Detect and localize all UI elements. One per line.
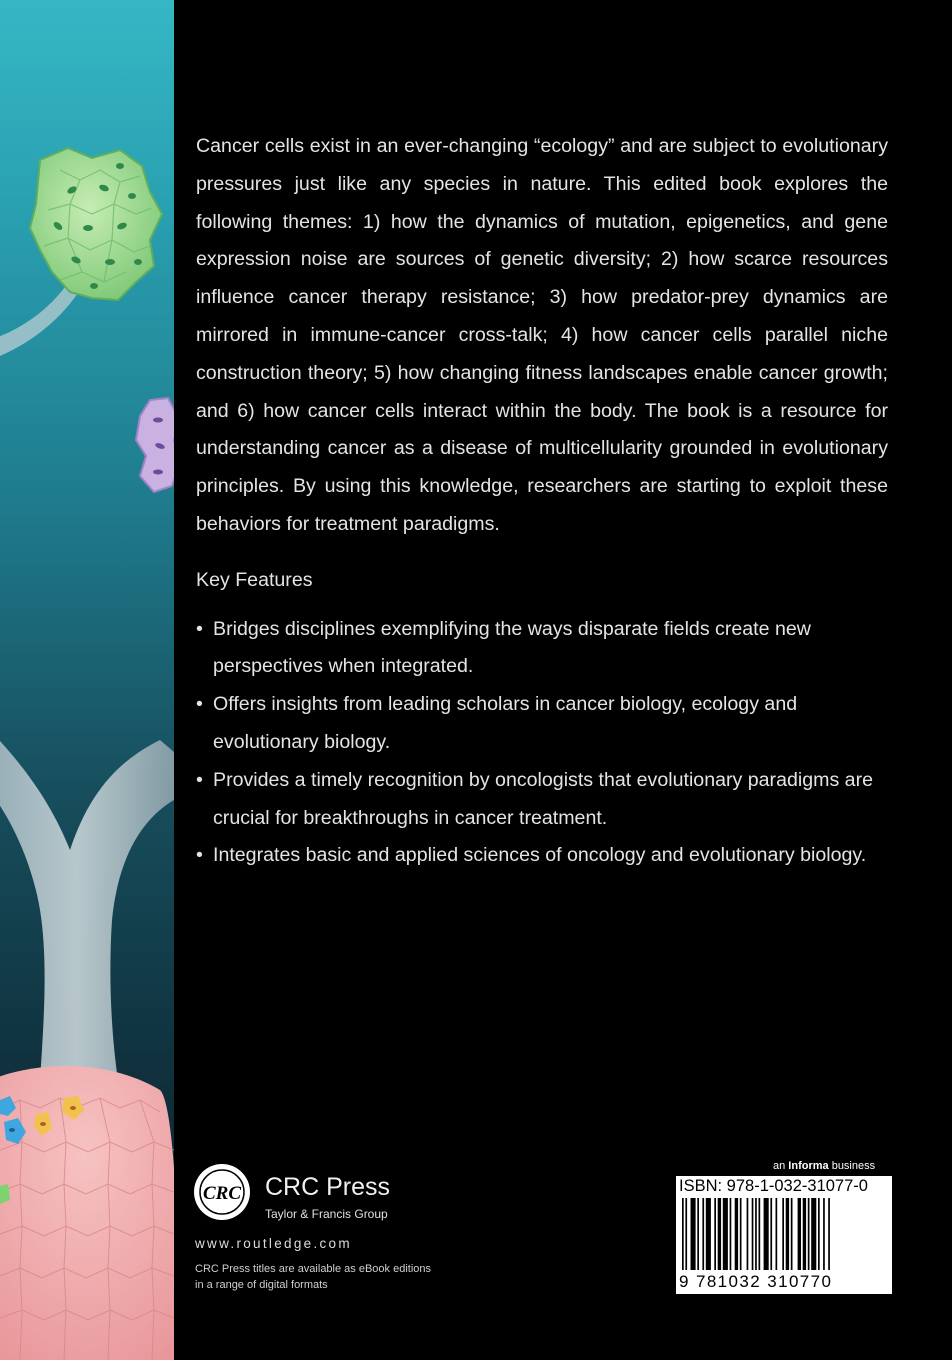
barcode-bar: [697, 1198, 699, 1270]
ebook-note-line-2: in a range of digital formats: [195, 1279, 328, 1291]
barcode-bar: [818, 1198, 820, 1270]
barcode-bar: [747, 1198, 749, 1270]
cover-illustration: [0, 0, 174, 1360]
cell-illustration-svg: [0, 0, 174, 1360]
key-features-list: [196, 611, 888, 876]
key-features-heading: Key Features: [196, 568, 313, 591]
barcode-bar: [752, 1198, 754, 1270]
barcode-bar: [740, 1198, 742, 1270]
barcode-bars: [682, 1198, 886, 1270]
barcode-bar: [823, 1198, 825, 1270]
feature-item: • Integrates basic and applied sciences of oncology and evolutionary biology.: [196, 837, 888, 875]
barcode-bar: [764, 1198, 769, 1270]
informa-brand: Informa: [788, 1160, 829, 1172]
upper-branch: [0, 280, 80, 360]
barcode-bar: [786, 1198, 789, 1270]
informa-suffix: business: [828, 1160, 876, 1172]
pink-tissue: [0, 1066, 174, 1360]
barcode-bar: [782, 1198, 784, 1270]
barcode-bar: [798, 1198, 801, 1270]
barcode-bar: [706, 1198, 711, 1270]
vessel-trunk: [0, 720, 174, 1080]
informa-prefix: an: [773, 1160, 789, 1172]
barcode-bar: [682, 1198, 684, 1270]
barcode-bar: [691, 1198, 696, 1270]
feature-item: • Provides a timely recognition by oncologists that evolutionary paradigms are crucial for breakthroughs in cancer treatment.: [196, 762, 888, 838]
barcode-bar: [808, 1198, 810, 1270]
crc-logo-text: CRC: [202, 1183, 242, 1204]
barcode-bar: [718, 1198, 721, 1270]
barcode-bar: [803, 1198, 806, 1270]
barcode-bar: [759, 1198, 761, 1270]
barcode-bar: [730, 1198, 732, 1270]
barcode-bar: [791, 1198, 793, 1270]
back-cover-text: [196, 128, 888, 875]
barcode-bar: [828, 1198, 830, 1270]
publisher-group: Taylor & Francis Group: [265, 1207, 388, 1221]
feature-item: • Bridges disciplines exemplifying the ways disparate fields create new perspectives when integrated.: [196, 611, 888, 687]
feature-item: • Offers insights from leading scholars in cancer biology, ecology and evolutionary biology.: [196, 686, 888, 762]
book-description: Cancer cells exist in an ever-changing “ecology” and are subject to evolutionary pressures just like any species in nature. This edited book explores the following themes: 1) how the dynamics of mutation, epigenetics, and gene expression noise are sources of genetic diversity; 2) how scarce resources influence cancer therapy resistance; 3) how predator-prey dynamics are mirrored in immune-cancer cross-talk; 4) how cancer cells parallel niche construction theory; 5) how changing fitness landscapes enable cancer growth; and 6) how cancer cells interact within the body. The book is a resource for understanding cancer as a disease of multicellularity grounded in evolutionary principles. By using this knowledge, researchers are starting to exploit these behaviors for treatment paradigms.: [196, 135, 888, 535]
barcode-bar: [755, 1198, 757, 1270]
isbn-barcode: [676, 1176, 892, 1294]
barcode-bar: [702, 1198, 704, 1270]
barcode-bar: [770, 1198, 772, 1270]
barcode-bar: [685, 1198, 687, 1270]
green-cell-cluster: [30, 148, 162, 300]
barcode-bar: [776, 1198, 778, 1270]
barcode-bar: [723, 1198, 728, 1270]
barcode-bar: [714, 1198, 716, 1270]
ebook-note-line-1: CRC Press titles are available as eBook editions: [195, 1263, 432, 1275]
publisher-name: CRC Press: [265, 1173, 391, 1201]
publisher-website: www.routledge.com: [195, 1236, 352, 1251]
barcode-bar: [735, 1198, 738, 1270]
purple-cell-cluster: [136, 398, 174, 492]
informa-business-label: [773, 1160, 875, 1173]
ean-digits: 9 781032 310770: [679, 1272, 833, 1291]
barcode-bar: [811, 1198, 816, 1270]
crc-press-logo: [193, 1163, 251, 1221]
isbn-number: ISBN: 978-1-032-31077-0: [679, 1177, 868, 1195]
